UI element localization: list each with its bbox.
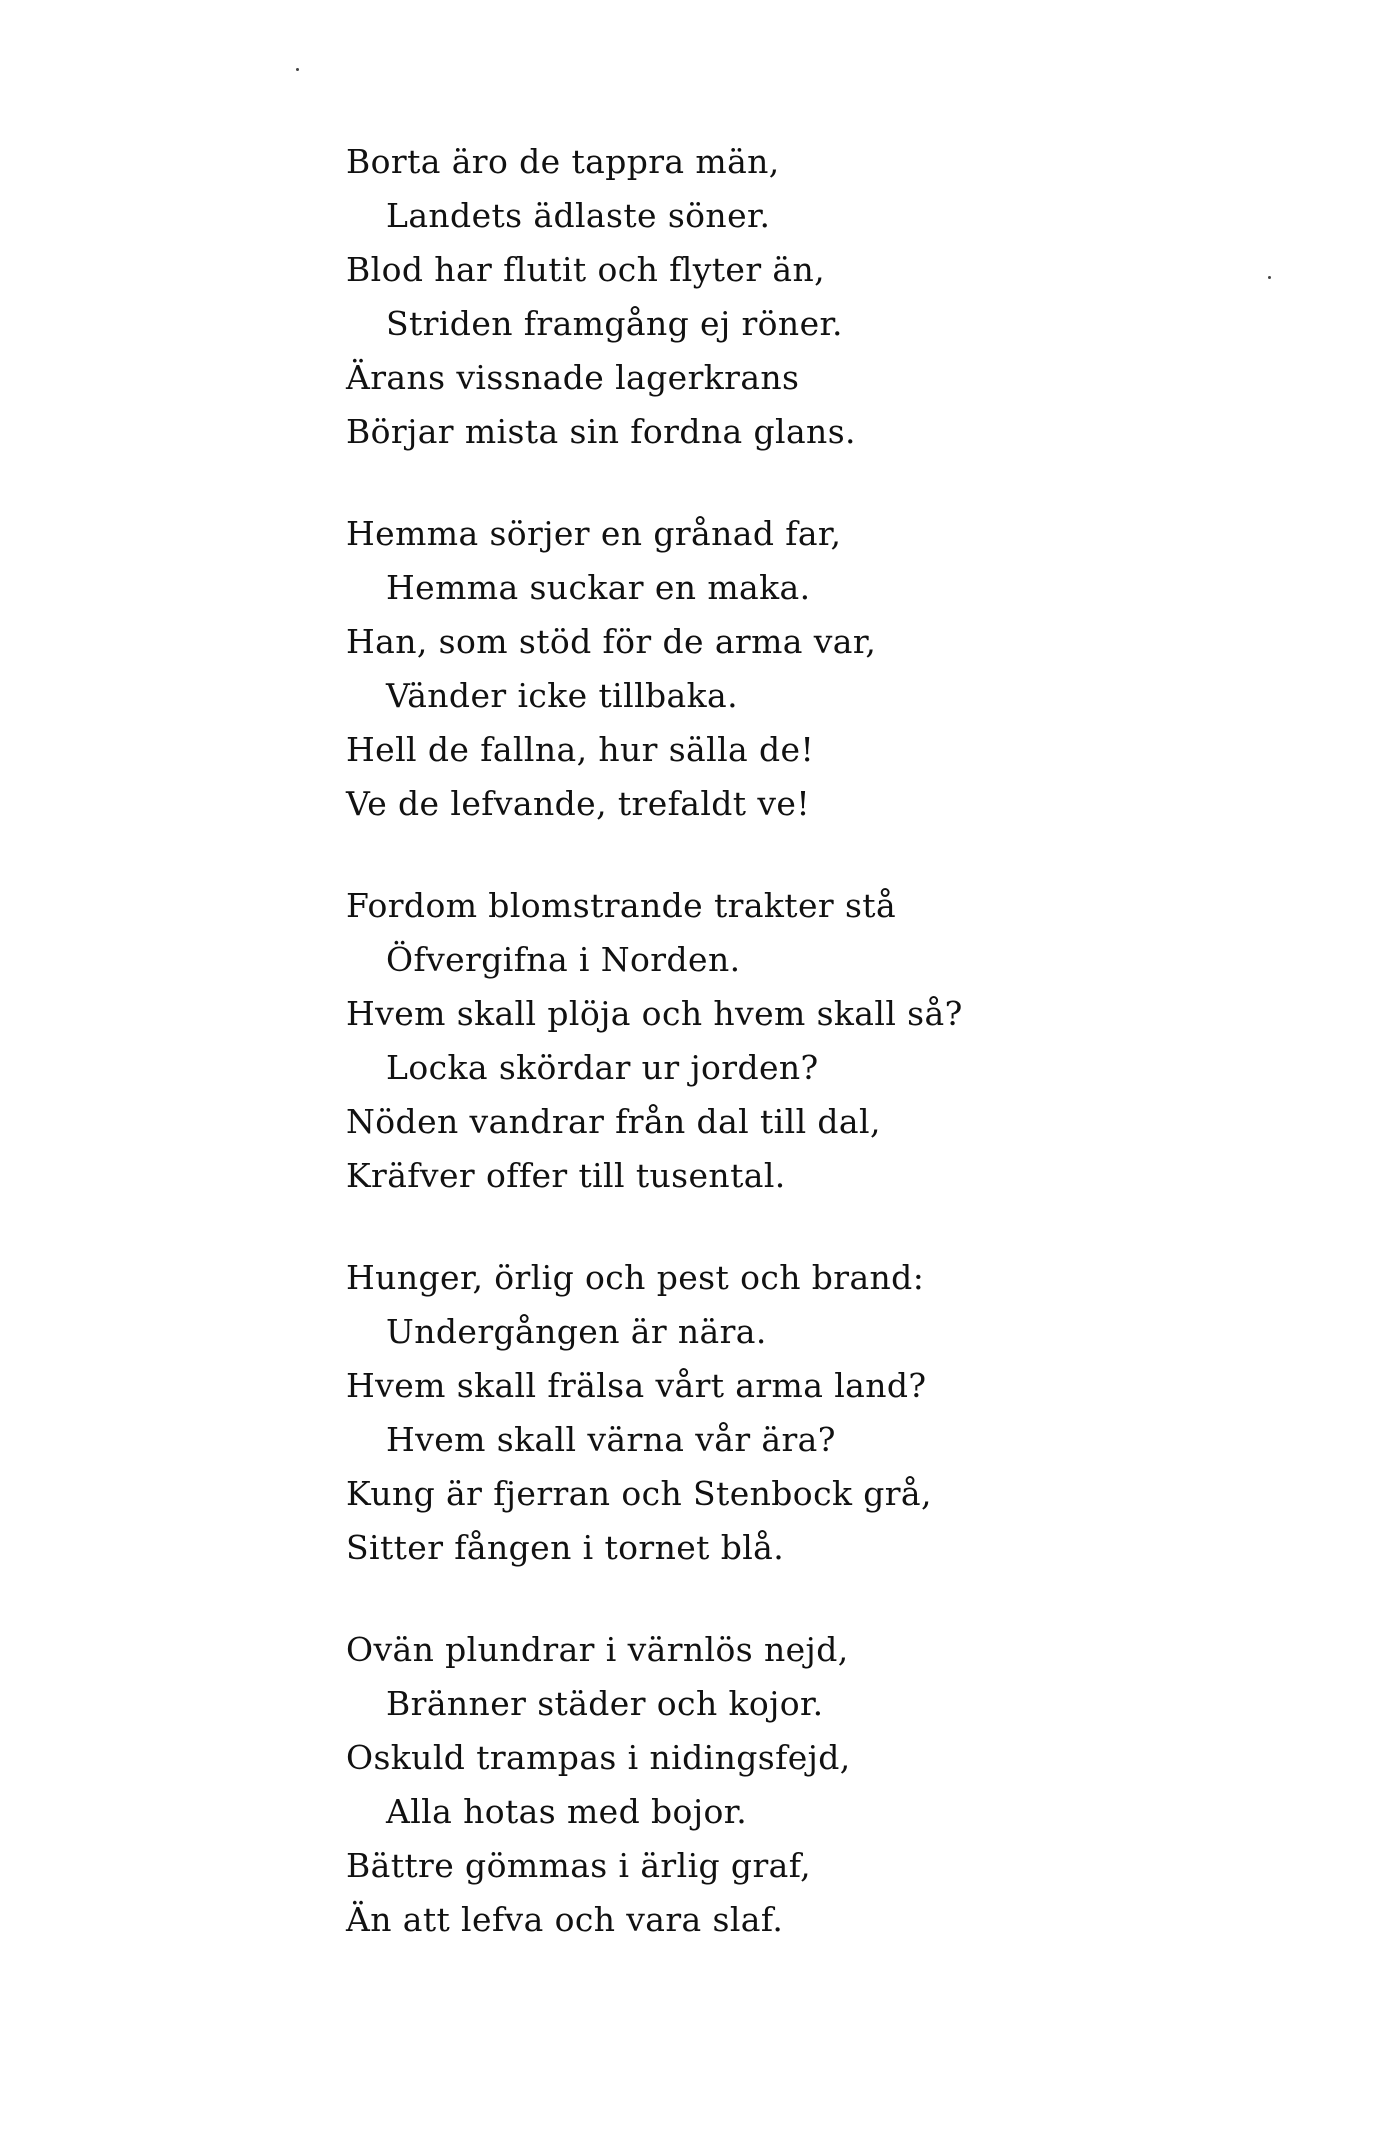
poem-line: Hvem skall värna vår ära? xyxy=(386,1420,836,1459)
poem-line: Fordom blomstrande trakter stå xyxy=(346,886,897,925)
poem-line: Borta äro de tappra män, xyxy=(346,142,780,181)
poem-line: Hvem skall frälsa vårt arma land? xyxy=(346,1366,927,1405)
poem xyxy=(346,135,1246,1995)
poem-line: Han, som stöd för de arma var, xyxy=(346,622,877,661)
poem-line: Börjar mista sin fordna glans. xyxy=(346,412,856,451)
poem-line: Locka skördar ur jorden? xyxy=(386,1048,819,1087)
poem-line: Kräfver offer till tusental. xyxy=(346,1156,786,1195)
poem-line: Vänder icke tillbaka. xyxy=(386,676,738,715)
stanza-5 xyxy=(346,1623,1246,1947)
poem-line: Hvem skall plöja och hvem skall så? xyxy=(346,994,963,1033)
poem-line: Hemma suckar en maka. xyxy=(386,568,811,607)
poem-line: Bränner städer och kojor. xyxy=(386,1684,824,1723)
poem-line: Ovän plundrar i värnlös nejd, xyxy=(346,1630,849,1669)
poem-line: Ve de lefvande, trefaldt ve! xyxy=(346,784,810,823)
poem-line: Ärans vissnade lagerkrans xyxy=(346,358,800,397)
poem-line: Sitter fången i tornet blå. xyxy=(346,1528,785,1567)
poem-line: Hell de fallna, hur sälla de! xyxy=(346,730,815,769)
poem-line: Kung är fjerran och Stenbock grå, xyxy=(346,1474,932,1513)
poem-line: Blod har flutit och flyter än, xyxy=(346,250,826,289)
poem-line: Öfvergifna i Norden. xyxy=(386,940,741,979)
scan-speck xyxy=(1268,276,1271,279)
poem-line: Än att lefva och vara slaf. xyxy=(346,1900,784,1939)
poem-line: Bättre gömmas i ärlig graf, xyxy=(346,1846,812,1885)
poem-line: Landets ädlaste söner. xyxy=(386,196,771,235)
scan-speck xyxy=(296,68,299,71)
poem-line: Undergången är nära. xyxy=(386,1312,767,1351)
poem-line: Nöden vandrar från dal till dal, xyxy=(346,1102,881,1141)
stanza-3 xyxy=(346,879,1246,1203)
poem-line: Hunger, örlig och pest och brand: xyxy=(346,1258,925,1297)
stanza-4 xyxy=(346,1251,1246,1575)
stanza-1 xyxy=(346,135,1246,459)
poem-line: Oskuld trampas i nidingsfejd, xyxy=(346,1738,851,1777)
poem-line: Alla hotas med bojor. xyxy=(386,1792,748,1831)
poem-line: Striden framgång ej röner. xyxy=(386,304,843,343)
poem-line: Hemma sörjer en grånad far, xyxy=(346,514,842,553)
stanza-2 xyxy=(346,507,1246,831)
